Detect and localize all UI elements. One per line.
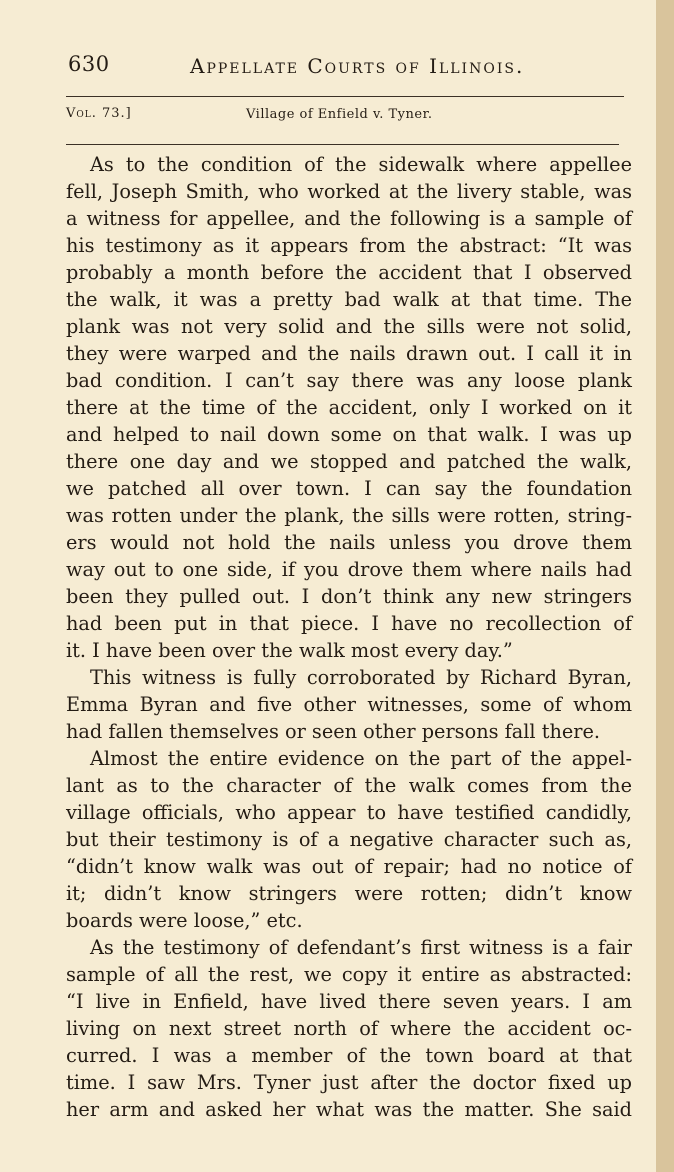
text-line: lant as to the character of the walk comes from the — [66, 774, 632, 797]
case-title: Village of Enfield v. Tyner. — [246, 107, 433, 122]
text-line: it; didn’t know stringers were rotten; didn’t know — [66, 882, 632, 905]
text-line: plank was not very solid and the sills were not solid, — [66, 315, 632, 338]
page-edge — [656, 0, 674, 1172]
text-line: we patched all over town. I can say the foundation — [66, 477, 632, 500]
text-line: his testimony as it appears from the abstract: “It was — [66, 234, 632, 257]
text-line: As to the condition of the sidewalk where appellee — [90, 153, 632, 176]
text-line: living on next street north of where the accident oc- — [66, 1017, 632, 1040]
page-number: 630 — [68, 52, 110, 76]
text-line: This witness is fully corroborated by Richard Byran, — [90, 666, 632, 689]
text-line: had been put in that piece. I have no recollection of — [66, 612, 632, 635]
text-line: was rotten under the plank, the sills were rotten, string- — [66, 504, 632, 527]
text-line: ers would not hold the nails unless you drove them — [66, 531, 632, 554]
text-line: curred. I was a member of the town board at that — [66, 1044, 632, 1067]
text-line: sample of all the rest, we copy it entire as abstracted: — [66, 963, 632, 986]
volume-label: Vol. 73.] — [66, 106, 132, 121]
text-line: her arm and asked her what was the matter. She said — [66, 1098, 632, 1121]
text-line: it. I have been over the walk most every day.” — [66, 639, 513, 662]
text-line: and helped to nail down some on that walk. I was up — [66, 423, 632, 446]
text-line: there at the time of the accident, only I worked on it — [66, 396, 632, 419]
text-line: time. I saw Mrs. Tyner just after the doctor fixed up — [66, 1071, 632, 1094]
text-line: “I live in Enfield, have lived there seven years. I am — [66, 990, 632, 1013]
header-rule-top — [66, 96, 624, 97]
text-line: “didn’t know walk was out of repair; had no notice of — [66, 855, 632, 878]
text-line: way out to one side, if you drove them where nails had — [66, 558, 632, 581]
text-line: they were warped and the nails drawn out. I call it in — [66, 342, 632, 365]
text-line: a witness for appellee, and the following is a sample of — [66, 207, 632, 230]
header-rule-bottom — [66, 144, 619, 145]
text-line: had fallen themselves or seen other persons fall there. — [66, 720, 601, 743]
text-line: Emma Byran and five other witnesses, some of whom — [66, 693, 632, 716]
text-line: been they pulled out. I don’t think any new stringers — [66, 585, 632, 608]
text-line: Almost the entire evidence on the part of the appel- — [90, 747, 632, 770]
text-line: As the testimony of defendant’s first witness is a fair — [90, 936, 632, 959]
text-line: the walk, it was a pretty bad walk at that time. The — [66, 288, 632, 311]
text-line: fell, Joseph Smith, who worked at the livery stable, was — [66, 180, 632, 203]
running-title: Appellate Courts of Illinois. — [190, 54, 525, 78]
text-line: but their testimony is of a negative character such as, — [66, 828, 632, 851]
text-line: boards were loose,” etc. — [66, 909, 303, 932]
text-line: village officials, who appear to have testified candidly, — [66, 801, 632, 824]
text-line: probably a month before the accident that I observed — [66, 261, 632, 284]
text-line: bad condition. I can’t say there was any loose plank — [66, 369, 632, 392]
text-line: there one day and we stopped and patched the walk, — [66, 450, 632, 473]
